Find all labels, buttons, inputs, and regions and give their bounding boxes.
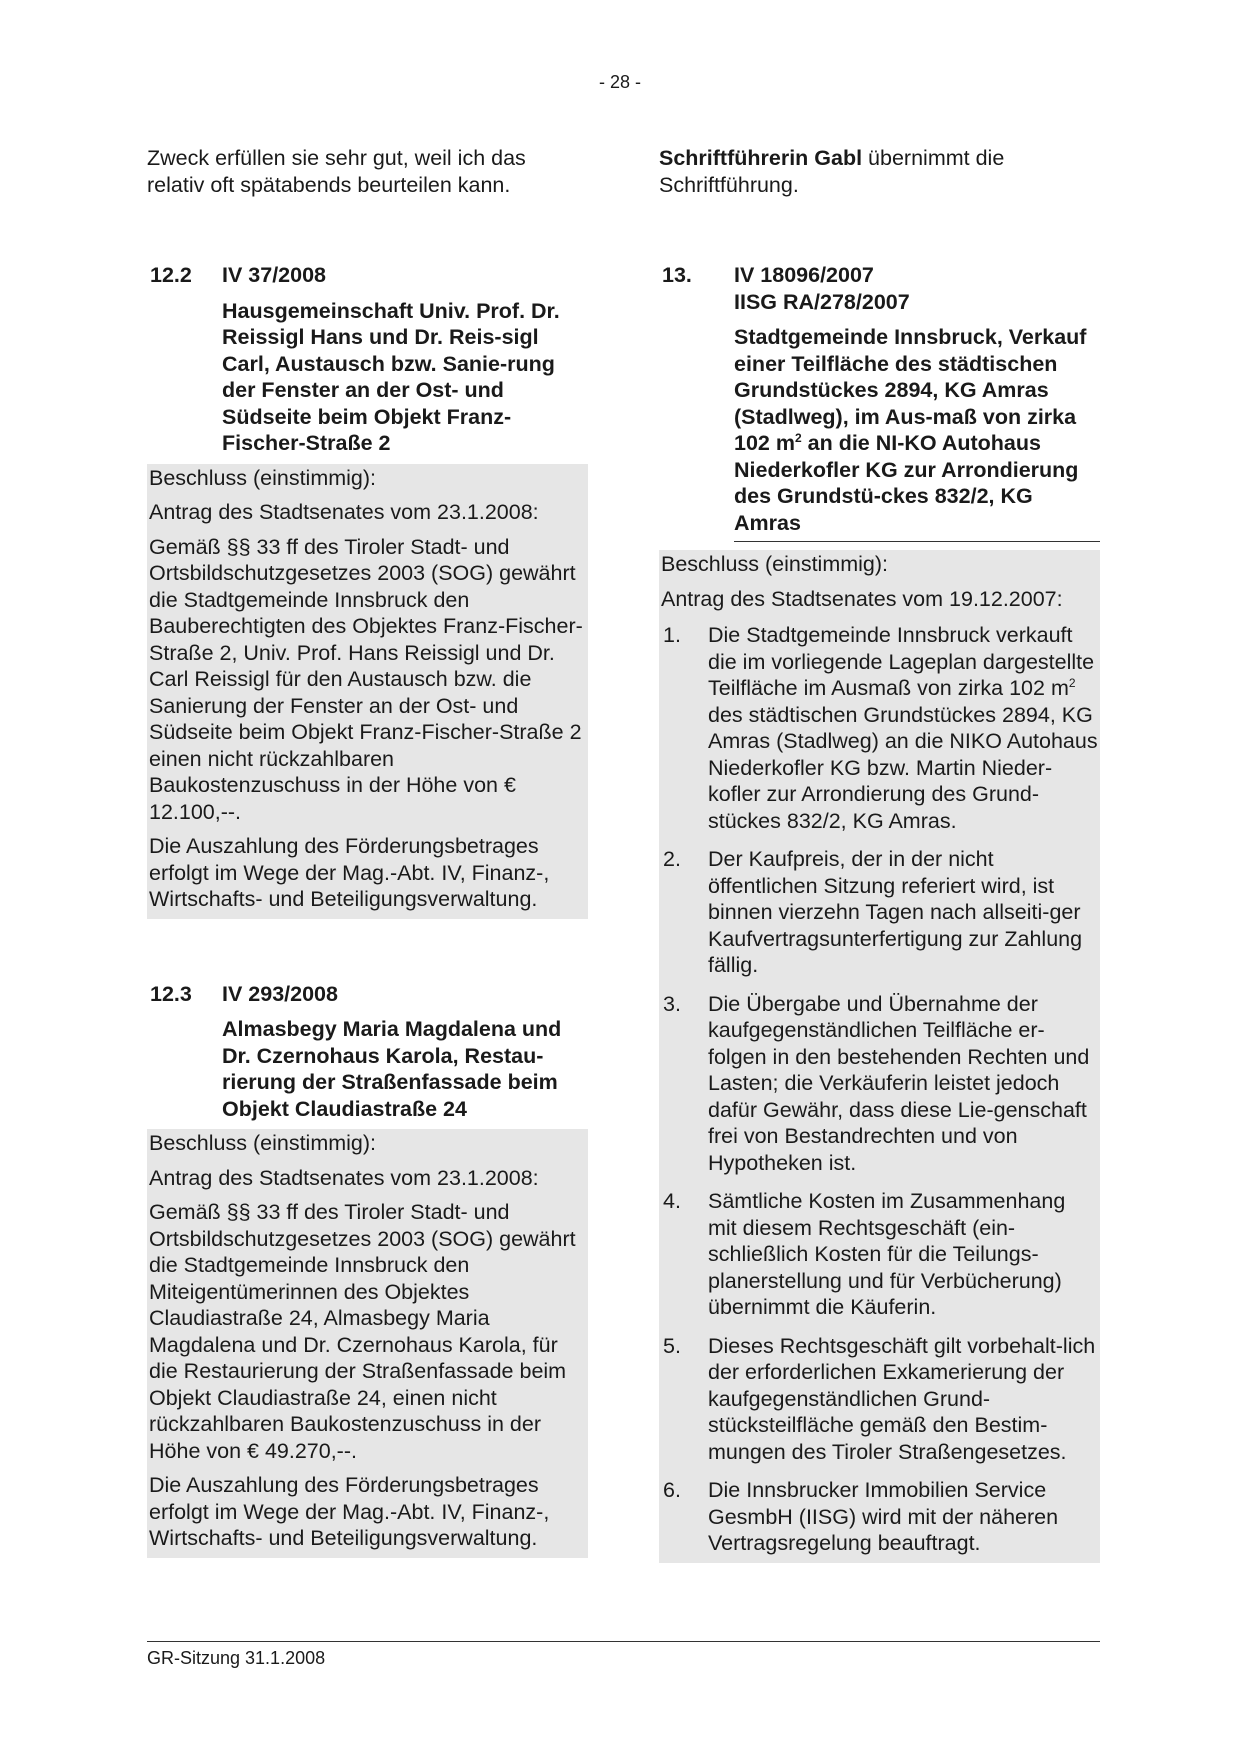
right-column [659,145,1100,1563]
item-code: IV 293/2008 [222,981,338,1006]
motion-label: Antrag des Stadtsenates vom 23.1.2008: [149,500,539,524]
list-item [661,1188,1098,1321]
point-number: 4. [663,1189,681,1213]
item-code-secondary: IISG RA/278/2007 [734,289,910,314]
point-number: 1. [663,623,681,647]
point-text: des städtischen Grundstückes 2894, KG Amras (Stadlweg) an die NIKO Autohaus Niederkofler KG bzw. Martin Nieder-kofler zur Arrondierung des Grund-stückes 832/2, KG Amras. [708,702,1098,833]
intro-text [659,145,1100,198]
item-number: 12.3 [150,981,192,1006]
point-number: 6. [663,1478,681,1502]
list-item [661,622,1098,834]
resolution-points [661,622,1098,1557]
list-item [661,1477,1098,1557]
point-superscript: 2 [1068,675,1076,690]
point-text: Die Übergabe und Übernahme der kaufgegenständlichen Teilfläche er-folgen in den bestehenden Rechten und Lasten; die Verkäuferin leistet jedoch dafür Gewähr, dass diese Lie-genschaft frei von Bestandrechten und von Hypotheken ist. [708,991,1090,1175]
title-superscript: 2 [794,430,802,445]
agenda-item-12-3 [147,981,588,1558]
point-number: 5. [663,1333,681,1358]
payout-text: Die Auszahlung des Förderungsbetrages erfolgt im Wege der Mag.-Abt. IV, Finanz-, Wirtschafts- und Beteiligungsverwaltung. [149,834,550,911]
list-item [661,1333,1098,1466]
footer-divider [147,1641,1100,1642]
intro-text: Zweck erfüllen sie sehr gut, weil ich das relativ oft spätabends beurteilen kann. [147,146,526,197]
item-title [734,324,1100,542]
agenda-item-13 [659,262,1100,1563]
point-text: Sämtliche Kosten im Zusammenhang mit diesem Rechtsgeschäft (ein-schließlich Kosten für die Teilungs-planerstellung und für Verbücherung) übernimmt die Käuferin. [708,1189,1066,1319]
page-number: - 28 - [598,72,641,92]
item-number: 13. [662,263,692,287]
point-number: 2. [663,847,681,871]
resolution-block [147,1129,588,1558]
motion-label: Antrag des Stadtsenates vom 23.1.2008: [149,1165,539,1190]
resolution-block [147,464,588,919]
list-item [661,846,1098,979]
motion-label: Antrag des Stadtsenates vom 19.12.2007: [661,586,1063,611]
item-code: IV 18096/2007 [734,263,874,287]
item-heading [659,262,1100,315]
intro-bold: Schriftführerin Gabl [659,146,863,170]
point-text: Die Stadtgemeinde Innsbruck verkauft die im vorliegende Lageplan dargestellte Teilfläche im Ausmaß von zirka 102 m [708,623,1095,700]
agenda-item-12-2 [147,262,588,919]
list-item [661,991,1098,1177]
resolution-block [659,550,1100,1563]
resolution-text: Gemäß §§ 33 ff des Tiroler Stadt- und Ortsbildschutzgesetzes 2003 (SOG) gewährt die Stadtgemeinde Innsbruck den Bauberechtigten des Objektes Franz-Fischer-Straße 2, Univ. Prof. Hans Reissigl und Dr. Carl Reissigl für den Austausch bzw. die Sanierung der Fenster an der Ost- und Südseite beim Objekt Franz-Fischer-Straße 2 einen nicht rückzahlbaren Baukostenzuschuss in der Höhe von € 12.100,--. [149,534,583,824]
decision-label: Beschluss (einstimmig): [149,465,376,490]
title-part: an die NI-KO Autohaus Niederkofler KG zur Arrondierung des Grundstü-ckes 832/2, KG Amras [734,431,1079,535]
point-text: Dieses Rechtsgeschäft gilt vorbehalt-lich der erforderlichen Exkamerierung der kaufgegenständlichen Grund-stücksteilfläche gemäß den Bestim-mungen des Tiroler Straßengesetzes. [708,1333,1096,1464]
title-part: Stadtgemeinde Innsbruck, Verkauf einer Teilfläche des städtischen Grundstückes 2894, KG Amras (Stadlweg), im Aus-maß von zirka 102 m [734,325,1087,455]
payout-text: Die Auszahlung des Förderungsbetrages erfolgt im Wege der Mag.-Abt. IV, Finanz-, Wirtschafts- und Beteiligungsverwaltung. [149,1473,550,1550]
point-number: 3. [663,991,681,1016]
point-text: Die Innsbrucker Immobilien Service GesmbH (IISG) wird mit der näheren Vertragsregelung beauftragt. [708,1478,1059,1555]
resolution-text: Gemäß §§ 33 ff des Tiroler Stadt- und Ortsbildschutzgesetzes 2003 (SOG) gewährt die Stadtgemeinde Innsbruck den Miteigentümerinnen des Objektes Claudiastraße 24, Almasbegy Maria Magdalena und Dr. Czernohaus Karola, für die Restaurierung der Straßenfassade beim Objekt Claudiastraße 24, einen nicht rückzahlbaren Baukostenzuschuss in der Höhe von € 49.270,--. [149,1200,576,1463]
item-number: 12.2 [150,263,192,287]
item-code: IV 37/2008 [222,263,327,287]
item-title: Hausgemeinschaft Univ. Prof. Dr. Reissigl Hans und Dr. Reis-sigl Carl, Austausch bzw. Sanie-rung der Fenster an der Ost- und Südseite beim Objekt Franz-Fischer-Straße 2 [222,298,560,455]
item-heading [147,981,588,1008]
footer-text: GR-Sitzung 31.1.2008 [147,1648,326,1668]
item-heading [147,262,588,289]
left-column [147,145,588,1558]
intro-rest: übernimmt die Schriftführung. [659,146,1005,197]
item-title: Almasbegy Maria Magdalena und Dr. Czernohaus Karola, Restau-rierung der Straßenfassade beim Objekt Claudiastraße 24 [222,1017,562,1121]
decision-label: Beschluss (einstimmig): [149,1131,376,1155]
point-text: Der Kaufpreis, der in der nicht öffentlichen Sitzung referiert wird, ist binnen vierzehn Tagen nach allseiti-ger Kaufvertragsunterfertigung zur Zahlung fällig. [708,847,1083,977]
decision-label: Beschluss (einstimmig): [661,552,888,576]
